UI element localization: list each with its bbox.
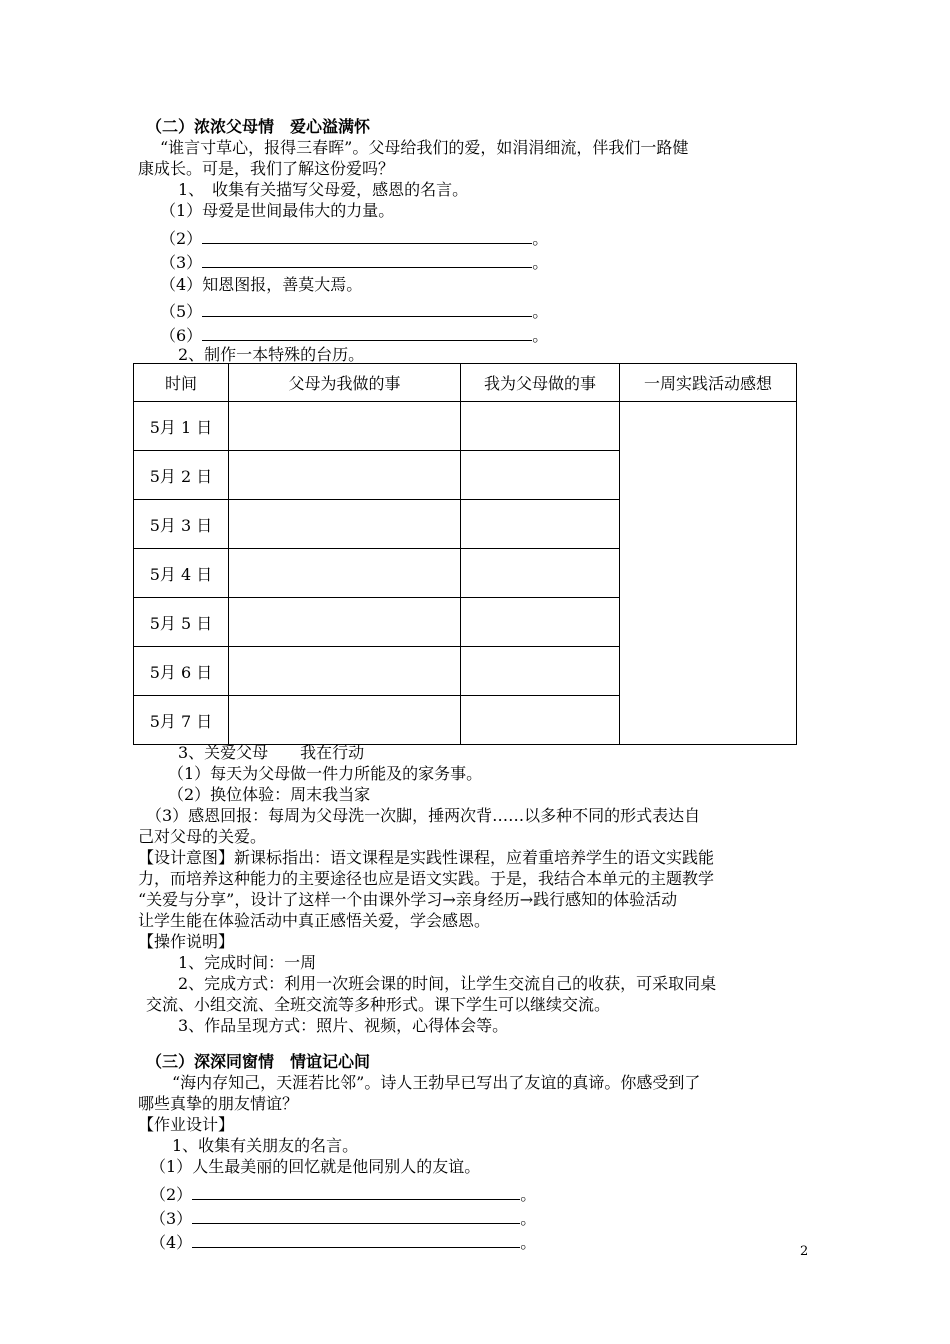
header-me-for-parents: 我为父母做的事 <box>461 364 620 402</box>
table-row <box>134 402 797 451</box>
fill-blank-line[interactable] <box>192 1182 520 1200</box>
me-cell[interactable] <box>461 647 620 696</box>
fill-blank-line[interactable] <box>202 299 532 317</box>
fill-blank-line[interactable] <box>202 226 532 244</box>
quote-item <box>160 274 362 296</box>
operation-line: 1、完成时间：一周 <box>178 953 317 972</box>
end-mark: 。 <box>532 253 549 272</box>
task3-item3-line1: （3）感恩回报：每周为父母洗一次脚，捶两次背……以多种不同的形式表达自 <box>146 806 701 825</box>
parents-cell[interactable] <box>229 451 461 500</box>
quote-number: （1） <box>150 1157 193 1176</box>
quote-number: （3） <box>150 1209 193 1228</box>
quote-item <box>150 1156 480 1178</box>
date-cell: 5月 2 日 <box>134 451 229 500</box>
quote-text: 知恩图报，善莫大焉。 <box>202 275 363 294</box>
parents-cell[interactable] <box>229 500 461 549</box>
quote-text: 母爱是世间最伟大的力量。 <box>202 201 395 220</box>
design-intent-line: “关爱与分享”，设计了这样一个由课外学习→亲身经历→践行感知的体验活动 <box>138 890 678 909</box>
quote-number: （5） <box>160 302 203 321</box>
operation-title: 【操作说明】 <box>138 932 235 951</box>
header-time: 时间 <box>134 364 229 402</box>
quote-item <box>160 226 548 248</box>
task3-item: （2）换位体验：周末我当家 <box>168 785 371 804</box>
homework-title: 【作业设计】 <box>138 1115 235 1134</box>
date-cell: 5月 4 日 <box>134 549 229 598</box>
section3-heading: （三）深深同窗情 情谊记心间 <box>146 1052 371 1071</box>
me-cell[interactable] <box>461 500 620 549</box>
section2-heading: （二）浓浓父母情 爱心溢满怀 <box>146 117 371 136</box>
parents-cell[interactable] <box>229 402 461 451</box>
parents-cell[interactable] <box>229 647 461 696</box>
me-cell[interactable] <box>461 549 620 598</box>
end-mark: 。 <box>532 229 549 248</box>
section2-task2: 2、制作一本特殊的台历。 <box>178 345 365 364</box>
operation-line: 2、完成方式：利用一次班会课的时间，让学生交流自己的收获，可采取同桌 <box>178 974 717 993</box>
me-cell[interactable] <box>461 598 620 647</box>
quote-item <box>160 200 394 222</box>
section2-task1: 1、 收集有关描写父母爱，感恩的名言。 <box>178 180 469 199</box>
section3-task1: 1、收集有关朋友的名言。 <box>172 1136 359 1155</box>
fill-blank-line[interactable] <box>202 250 532 268</box>
me-cell[interactable] <box>461 402 620 451</box>
me-cell[interactable] <box>461 696 620 745</box>
date-cell: 5月 6 日 <box>134 647 229 696</box>
fill-blank-line[interactable] <box>192 1230 520 1248</box>
fill-blank-line[interactable] <box>192 1206 520 1224</box>
quote-number: （2） <box>150 1185 193 1204</box>
calendar-table <box>133 363 797 745</box>
me-cell[interactable] <box>461 451 620 500</box>
quote-item <box>150 1182 536 1204</box>
quote-number: （3） <box>160 253 203 272</box>
design-intent-line: 力，而培养这种能力的主要途径也应是语文实践。于是，我结合本单元的主题教学 <box>138 869 715 888</box>
date-cell: 5月 3 日 <box>134 500 229 549</box>
section2-task3: 3、关爱父母 我在行动 <box>178 743 365 762</box>
quote-number: （2） <box>160 229 203 248</box>
section2-intro-line1: “谁言寸草心，报得三春晖”。父母给我们的爱，如涓涓细流，伴我们一路健 <box>160 138 689 157</box>
quote-number: （6） <box>160 326 203 345</box>
date-cell: 5月 1 日 <box>134 402 229 451</box>
end-mark: 。 <box>532 302 549 321</box>
end-mark: 。 <box>520 1209 537 1228</box>
quote-item <box>150 1230 536 1252</box>
task3-item: （1）每天为父母做一件力所能及的家务事。 <box>168 764 483 783</box>
fill-blank-line[interactable] <box>202 323 532 341</box>
parents-cell[interactable] <box>229 696 461 745</box>
date-cell: 5月 7 日 <box>134 696 229 745</box>
end-mark: 。 <box>532 326 549 345</box>
quote-number: （1） <box>160 201 203 220</box>
operation-line: 3、作品呈现方式：照片、视频，心得体会等。 <box>178 1016 509 1035</box>
task3-item3-line2: 己对父母的关爱。 <box>138 827 267 846</box>
quote-item <box>160 323 548 345</box>
design-intent-line: 让学生能在体验活动中真正感悟关爱，学会感恩。 <box>138 911 491 930</box>
section3-intro-line2: 哪些真挚的朋友情谊？ <box>138 1094 299 1113</box>
design-intent-line: 【设计意图】新课标指出：语文课程是实践性课程，应着重培养学生的语文实践能 <box>138 848 715 867</box>
quote-item <box>160 250 548 272</box>
table-header-row <box>134 364 797 402</box>
operation-line: 交流、小组交流、全班交流等多种形式。课下学生可以继续交流。 <box>146 995 611 1014</box>
quote-number: （4） <box>160 275 203 294</box>
quote-number: （4） <box>150 1233 193 1252</box>
section2-intro-line2: 康成长。可是，我们了解这份爱吗？ <box>138 159 395 178</box>
date-cell: 5月 5 日 <box>134 598 229 647</box>
header-parents-for-me: 父母为我做的事 <box>229 364 461 402</box>
parents-cell[interactable] <box>229 598 461 647</box>
reflection-cell[interactable] <box>620 402 797 745</box>
quote-item <box>150 1206 536 1228</box>
header-weekly-reflection: 一周实践活动感想 <box>620 364 797 402</box>
quote-item <box>160 299 548 321</box>
end-mark: 。 <box>520 1233 537 1252</box>
end-mark: 。 <box>520 1185 537 1204</box>
page-number: 2 <box>800 1244 809 1259</box>
parents-cell[interactable] <box>229 549 461 598</box>
quote-text: 人生最美丽的回忆就是他同别人的友谊。 <box>192 1157 481 1176</box>
section3-intro-line1: “海内存知己，天涯若比邻”。诗人王勃早已写出了友谊的真谛。你感受到了 <box>172 1073 701 1092</box>
